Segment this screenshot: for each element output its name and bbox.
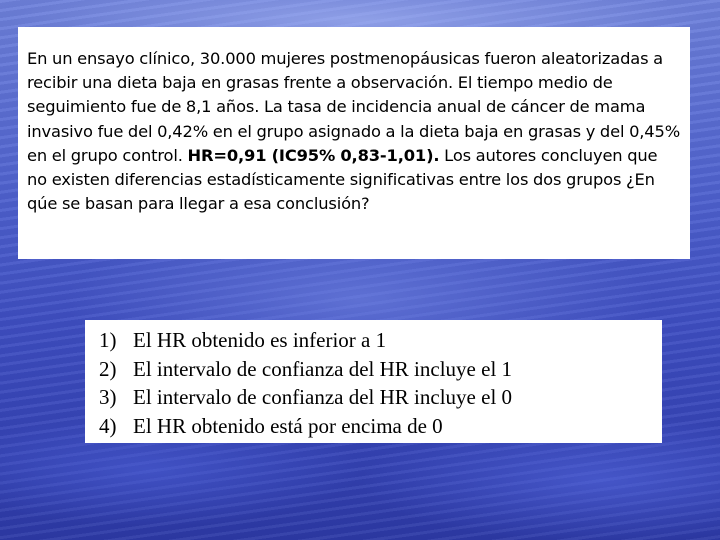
answers-box: [85, 320, 662, 443]
answer-option-1: [99, 326, 662, 355]
answer-text: El intervalo de confianza del HR incluye el 1: [133, 356, 513, 381]
question-text-intro: En un ensayo clínico, 30.000 mujeres postmenopáusicas fueron aleatorizadas a recibir una dieta baja en grasas frente a observación. El tiempo medio de seguimiento fue de 8,1 años. La tasa de incidencia anual de cáncer de mama invasivo fue del 0,42% en el grupo asignado a la dieta baja en grasas y del 0,45% en el grupo control.: [27, 49, 681, 165]
answer-number: 3): [99, 385, 117, 409]
question-text-conclusion: Los autores concluyen que no existen diferencias estadísticamente significativas entre los dos grupos ¿En qúe se basan para llegar a esa conclusión?: [27, 145, 658, 214]
question-text: [27, 47, 682, 216]
answer-option-2: [99, 355, 662, 384]
answer-number: 2): [99, 356, 117, 381]
answer-option-4: [99, 412, 662, 441]
hazard-ratio-result: HR=0,91 (IC95% 0,83-1,01).: [187, 145, 440, 165]
answer-text: El HR obtenido está por encima de 0: [133, 413, 443, 438]
answer-options-list: [99, 326, 662, 440]
answer-text: El intervalo de confianza del HR incluye el 0: [133, 385, 513, 409]
answer-number: 4): [99, 413, 117, 438]
answer-number: 1): [99, 328, 117, 352]
answer-option-3: [99, 383, 662, 412]
answer-text: El HR obtenido es inferior a 1: [133, 328, 387, 352]
question-box: [18, 27, 690, 259]
